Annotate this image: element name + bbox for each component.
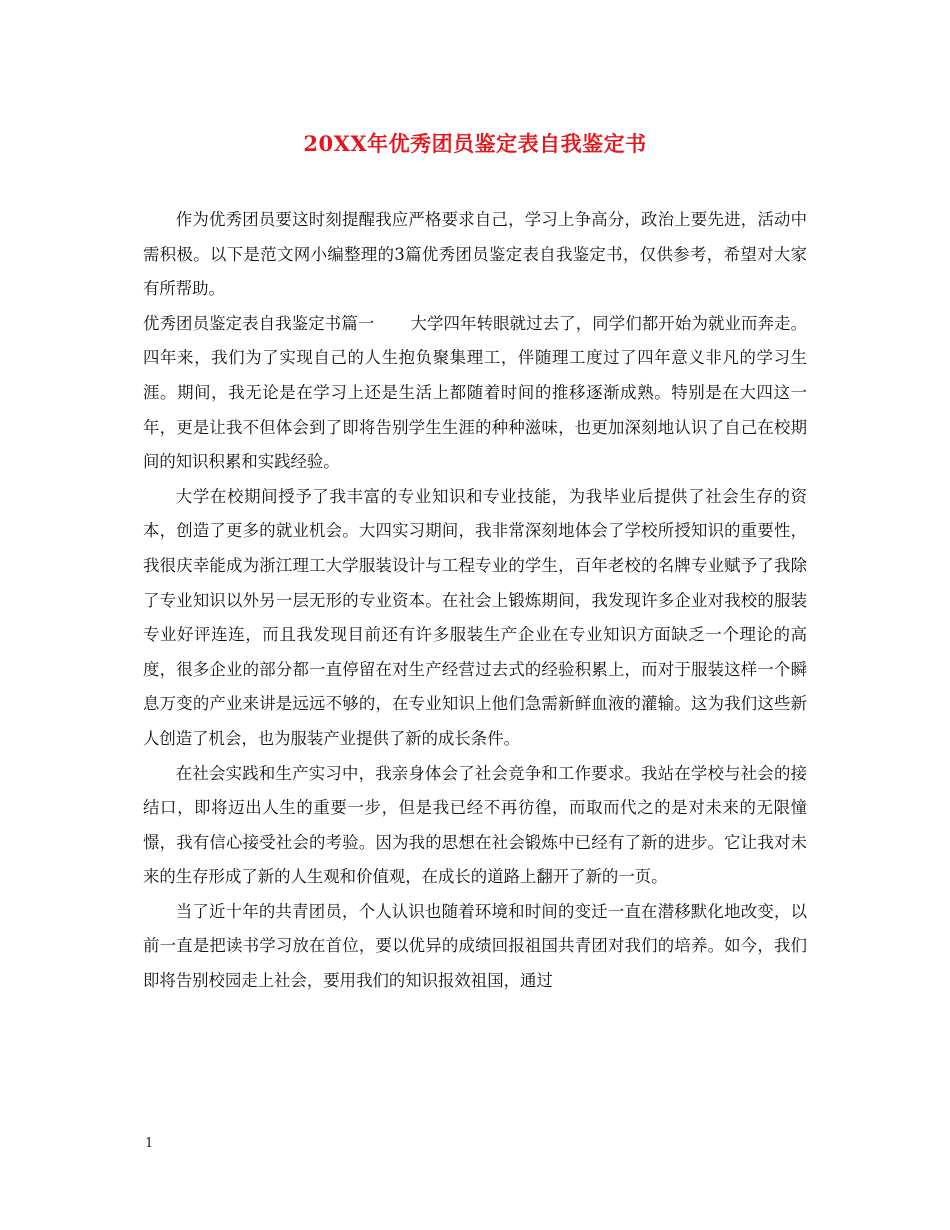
section-one-text: 大学四年转眼就过去了，同学们都开始为就业而奔走。四年来，我们为了实现自己的人生抱负聚集理工，伴随理工度过了四年意义非凡的学习生涯。期间，我无论是在学习上还是生活上都随着时间的推移逐渐成熟。特别是在大四这一年，更是让我不但体会到了即将告别学生生涯的种种滋味，也更加深刻地认识了自己在校期间的知识积累和实践经验。: [143, 313, 807, 472]
section-one-paragraph: [143, 307, 807, 480]
section-one-heading: 优秀团员鉴定表自我鉴定书篇一: [143, 313, 375, 333]
page-number: 1: [145, 1136, 154, 1151]
body-paragraph-2: 在社会实践和生产实习中，我亲身体会了社会竞争和工作要求。我站在学校与社会的接结口，即将迈出人生的重要一步，但是我已经不再彷徨，而取而代之的是对未来的无限憧憬，我有信心接受社会的考验。因为我的思想在社会锻炼中已经有了新的进步。它让我对未来的生存形成了新的人生观和价值观，在成长的道路上翻开了新的一页。: [143, 763, 807, 887]
body-paragraph-1: 大学在校期间授予了我丰富的专业知识和专业技能，为我毕业后提供了社会生存的资本，创造了更多的就业机会。大四实习期间，我非常深刻地体会了学校所授知识的重要性，我很庆幸能成为浙江理工大学服装设计与工程专业的学生，百年老校的名牌专业赋予了我除了专业知识以外另一层无形的专业资本。在社会上锻炼期间，我发现许多企业对我校的服装专业好评连连，而且我发现目前还有许多服装生产企业在专业知识方面缺乏一个理论的高度，很多企业的部分都一直停留在对生产经营过去式的经验积累上，而对于服装这样一个瞬息万变的产业来讲是远远不够的，在专业知识上他们急需新鲜血液的灌输。这为我们这些新人创造了机会，也为服装产业提供了新的成长条件。: [143, 486, 807, 748]
document-title: 20XX年优秀团员鉴定表自我鉴定书: [303, 131, 647, 156]
intro-paragraph: 作为优秀团员要这时刻提醒我应严格要求自己，学习上争高分，政治上要先进，活动中需积极。以下是范文网小编整理的3篇优秀团员鉴定表自我鉴定书，仅供参考，希望对大家有所帮助。: [143, 210, 807, 299]
document-body: [143, 203, 807, 999]
body-paragraph-3: 当了近十年的共青团员，个人认识也随着环境和时间的变迁一直在潜移默化地改变，以前一直是把读书学习放在首位，要以优异的成绩回报祖国共青团对我们的培养。如今，我们即将告别校园走上社会，要用我们的知识报效祖国，通过: [143, 901, 807, 991]
